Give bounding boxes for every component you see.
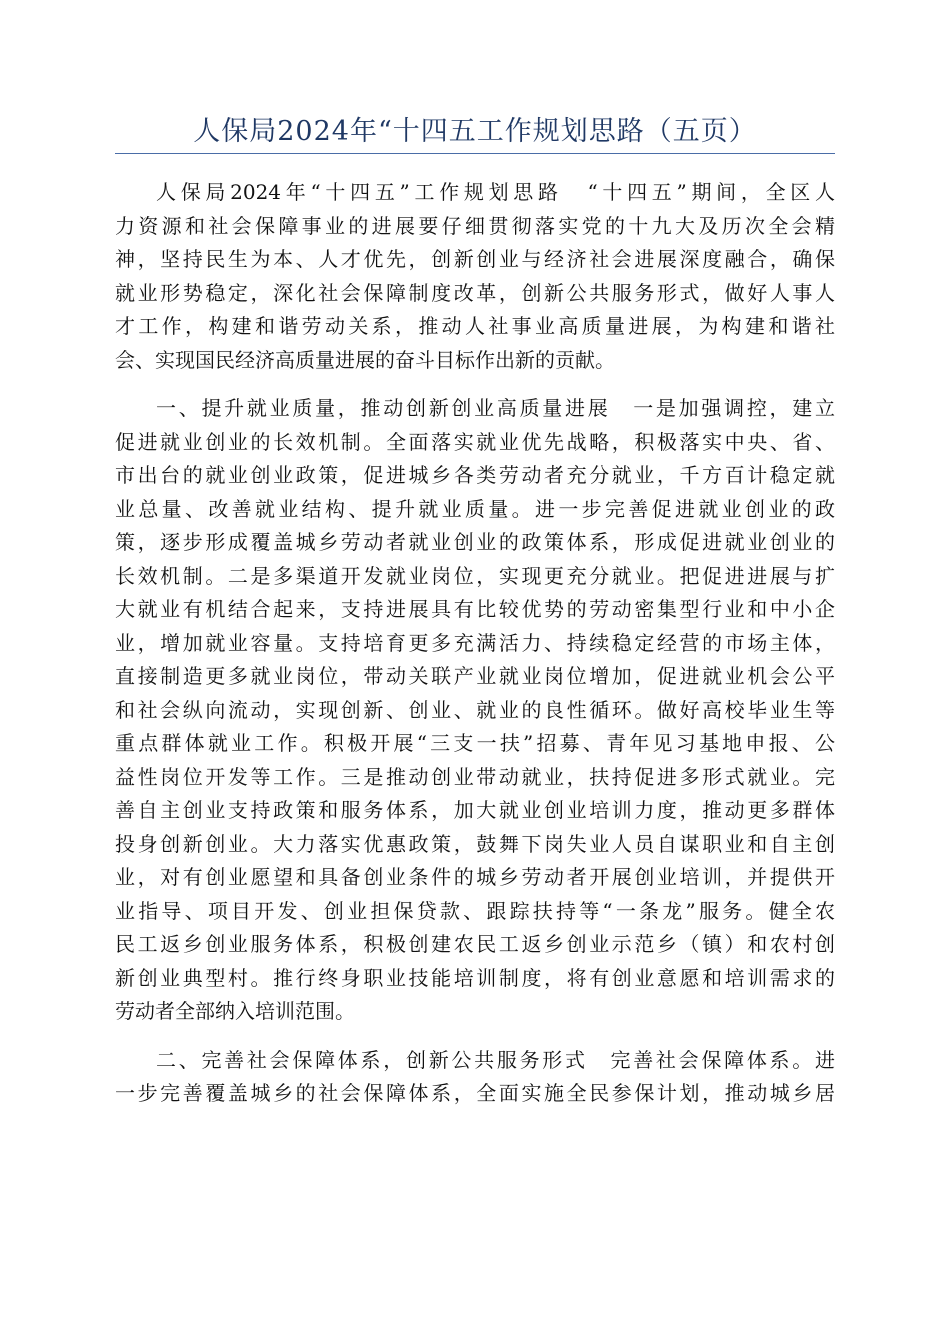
- document-title: 人保局2024年“十四五工作规划思路（五页）: [193, 116, 757, 147]
- text-line: 策，逐步形成覆盖城乡劳动者就业创业的政策体系，形成促进就业创业的: [115, 530, 835, 554]
- text-line: 重点群体就业工作。积极开展“三支一扶”招募、青年见习基地申报、公: [115, 731, 835, 755]
- text-line: 业总量、改善就业结构、提升就业质量。进一步完善促进就业创业的政: [115, 496, 835, 521]
- text-line: 投身创新创业。大力落实优惠政策，鼓舞下岗失业人员自谋职业和自主创: [115, 831, 835, 856]
- text-line: 益性岗位开发等工作。三是推动创业带动就业，扶持促进多形式就业。完: [115, 764, 835, 789]
- text-line: 业指导、项目开发、创业担保贷款、跟踪扶持等“一条龙”服务。健全农: [115, 898, 835, 923]
- text-line: 神，坚持民生为本、人才优先，创新创业与经济社会进展深度融合，确保: [115, 247, 835, 271]
- paragraph-intro: [115, 176, 835, 377]
- text-line: 民工返乡创业服务体系，积极创建农民工返乡创业示范乡（镇）和农村创: [115, 932, 835, 956]
- text-line: 直接制造更多就业岗位，带动关联产业就业岗位增加，促进就业机会公平: [115, 664, 835, 688]
- text-line: 力资源和社会保障事业的进展要仔细贯彻落实党的十九大及历次全会精: [115, 213, 835, 238]
- paragraph-social-security: [115, 1044, 835, 1111]
- text-line: 市出台的就业创业政策，促进城乡各类劳动者充分就业，千方百计稳定就: [115, 463, 835, 487]
- text-line: 业，增加就业容量。支持培育更多充满活力、持续稳定经营的市场主体，: [115, 630, 835, 655]
- text-line: 善自主创业支持政策和服务体系，加大就业创业培训力度，推动更多群体: [115, 798, 835, 822]
- text-line: 新创业典型村。推行终身职业技能培训制度，将有创业意愿和培训需求的: [115, 965, 835, 990]
- text-line: 一、提升就业质量，推动创新创业高质量进展 一是加强调控，建立: [156, 396, 835, 420]
- title-underline: [115, 153, 835, 154]
- text-line: 人保局2024年“十四五”工作规划思路 “十四五”期间，全区人: [156, 180, 835, 204]
- document-body: [115, 176, 835, 1126]
- paragraph-employment: [115, 392, 835, 1029]
- text-line: 长效机制。二是多渠道开发就业岗位，实现更充分就业。把促进进展与扩: [115, 563, 835, 588]
- text-line: 劳动者全部纳入培训范围。: [115, 999, 355, 1023]
- text-line: 会、实现国民经济高质量进展的奋斗目标作出新的贡献。: [115, 347, 615, 372]
- text-line: 就业形势稳定，深化社会保障制度改革，创新公共服务形式，做好人事人: [115, 280, 835, 305]
- text-line: 二、完善社会保障体系，创新公共服务形式 完善社会保障体系。进: [156, 1047, 835, 1072]
- text-line: 促进就业创业的长效机制。全面落实就业优先战略，积极落实中央、省、: [115, 429, 835, 454]
- text-line: 大就业有机结合起来，支持进展具有比较优势的劳动密集型行业和中小企: [115, 597, 835, 621]
- text-line: 业，对有创业愿望和具备创业条件的城乡劳动者开展创业培训，并提供开: [115, 865, 835, 889]
- text-line: 一步完善覆盖城乡的社会保障体系，全面实施全民参保计划，推动城乡居: [115, 1081, 835, 1105]
- text-line: 和社会纵向流动，实现创新、创业、就业的良性循环。做好高校毕业生等: [115, 697, 835, 722]
- text-line: 才工作，构建和谐劳动关系，推动人社事业高质量进展，为构建和谐社: [115, 314, 835, 338]
